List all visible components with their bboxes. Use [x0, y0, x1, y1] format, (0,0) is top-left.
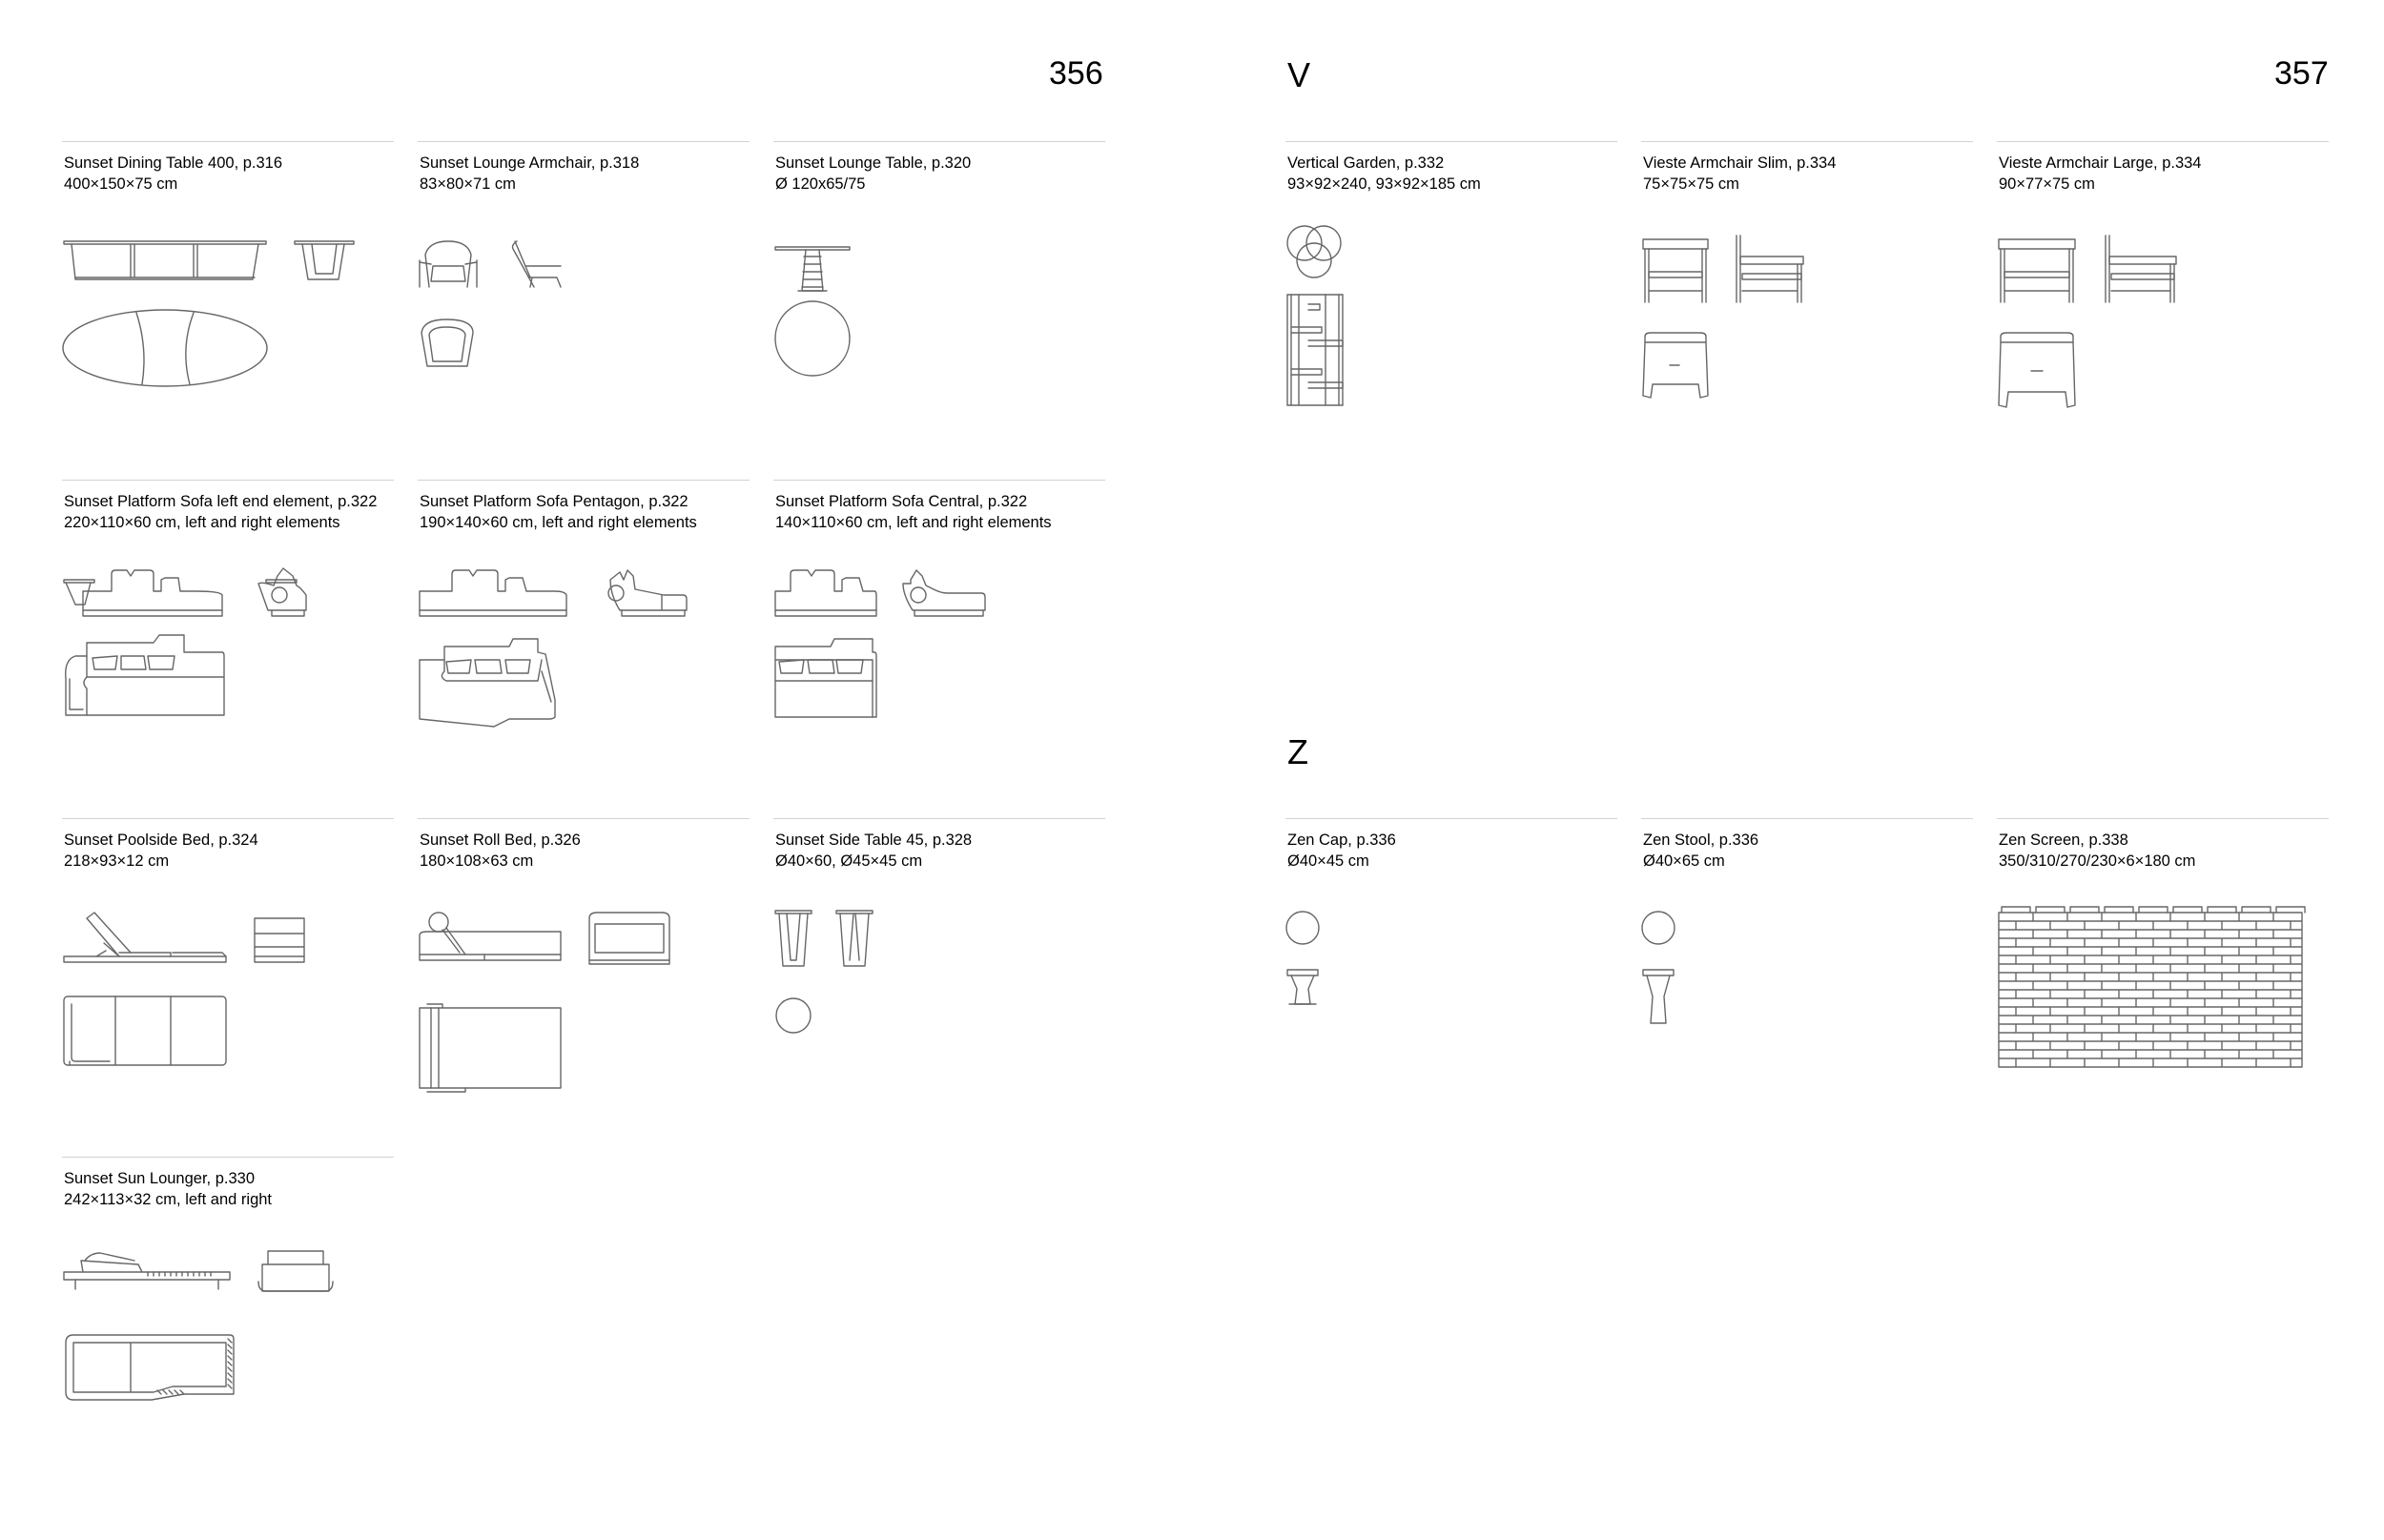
- entry-sunset-lounge-table: [773, 141, 1105, 466]
- entry-sunset-dining-table-400: [62, 141, 394, 466]
- zen-screen-bricks: [1999, 913, 2302, 1067]
- entry-zen-screen: [1997, 818, 2329, 1143]
- vieste-armchair-large-drawing: [1997, 228, 2329, 457]
- product-dimensions: 190×140×60 cm, left and right elements: [420, 514, 697, 531]
- entry-vertical-garden: [1285, 141, 1617, 466]
- product-name: Sunset Sun Lounger, p.330: [64, 1170, 255, 1187]
- product-name: Zen Cap, p.336: [1287, 832, 1396, 849]
- entry-vieste-armchair-slim: [1641, 141, 1973, 466]
- entry-sunset-platform-sofa-central: [773, 480, 1105, 805]
- zen-screen-drawing: [1997, 905, 2329, 1134]
- entry-sunset-side-table-45: [773, 818, 1105, 1143]
- product-dimensions: 93×92×240, 93×92×185 cm: [1287, 175, 1481, 193]
- product-name: Zen Screen, p.338: [1999, 832, 2128, 849]
- entry-sunset-platform-sofa-left-end: [62, 480, 394, 805]
- product-name: Sunset Dining Table 400, p.316: [64, 154, 283, 172]
- entry-sunset-roll-bed: [418, 818, 750, 1143]
- product-name: Sunset Lounge Table, p.320: [775, 154, 972, 172]
- platform-sofa-central-drawing: [773, 566, 1105, 795]
- product-name: Vieste Armchair Slim, p.334: [1643, 154, 1837, 172]
- product-dimensions: 350/310/270/230×6×180 cm: [1999, 852, 2196, 870]
- product-name: Sunset Platform Sofa Central, p.322: [775, 493, 1028, 510]
- product-name: Vertical Garden, p.332: [1287, 154, 1445, 172]
- product-dimensions: Ø40×65 cm: [1643, 852, 1725, 870]
- zen-screen-top-caps: [2002, 907, 2305, 913]
- dining-table-drawing: [62, 228, 394, 457]
- entry-sunset-platform-sofa-pentagon: [418, 480, 750, 805]
- lounge-armchair-drawing: [418, 228, 750, 457]
- product-name: Sunset Lounge Armchair, p.318: [420, 154, 640, 172]
- lounge-table-drawing: [773, 228, 1105, 457]
- product-name: Vieste Armchair Large, p.334: [1999, 154, 2202, 172]
- product-dimensions: Ø 120x65/75: [775, 175, 866, 193]
- product-dimensions: 220×110×60 cm, left and right elements: [64, 514, 340, 531]
- page-number-left: 356: [1049, 55, 1103, 92]
- product-dimensions: 180×108×63 cm: [420, 852, 534, 870]
- roll-bed-drawing: [418, 905, 750, 1134]
- entry-vieste-armchair-large: [1997, 141, 2329, 466]
- entry-zen-stool: [1641, 818, 1973, 1143]
- entry-sunset-sun-lounger: [62, 1157, 394, 1482]
- vertical-garden-drawing: [1285, 228, 1617, 457]
- sun-lounger-drawing: [62, 1243, 394, 1472]
- product-dimensions: 400×150×75 cm: [64, 175, 178, 193]
- platform-sofa-left-end-drawing: [62, 566, 394, 795]
- vieste-armchair-slim-drawing: [1641, 228, 1973, 457]
- product-name: Sunset Platform Sofa Pentagon, p.322: [420, 493, 688, 510]
- page-number-right: 357: [2274, 55, 2329, 92]
- product-dimensions: 218×93×12 cm: [64, 852, 170, 870]
- product-dimensions: Ø40×60, Ø45×45 cm: [775, 852, 923, 870]
- poolside-bed-drawing: [62, 905, 394, 1134]
- product-dimensions: Ø40×45 cm: [1287, 852, 1369, 870]
- product-name: Zen Stool, p.336: [1643, 832, 1759, 849]
- product-name: Sunset Platform Sofa left end element, p.322: [64, 493, 378, 510]
- product-name: Sunset Side Table 45, p.328: [775, 832, 973, 849]
- product-dimensions: 83×80×71 cm: [420, 175, 516, 193]
- zen-stool-drawing: [1641, 905, 1973, 1134]
- product-dimensions: 75×75×75 cm: [1643, 175, 1739, 193]
- entry-sunset-poolside-bed: [62, 818, 394, 1143]
- section-letter-z: Z: [1287, 732, 1308, 771]
- entry-zen-cap: [1285, 818, 1617, 1143]
- product-dimensions: 242×113×32 cm, left and right: [64, 1191, 273, 1208]
- platform-sofa-pentagon-drawing: [418, 566, 750, 795]
- product-dimensions: 90×77×75 cm: [1999, 175, 2095, 193]
- section-letter-v: V: [1287, 55, 1311, 94]
- product-dimensions: 140×110×60 cm, left and right elements: [775, 514, 1052, 531]
- product-name: Sunset Poolside Bed, p.324: [64, 832, 258, 849]
- entry-sunset-lounge-armchair: [418, 141, 750, 466]
- side-table-drawing: [773, 905, 1105, 1134]
- product-name: Sunset Roll Bed, p.326: [420, 832, 581, 849]
- zen-cap-drawing: [1285, 905, 1617, 1134]
